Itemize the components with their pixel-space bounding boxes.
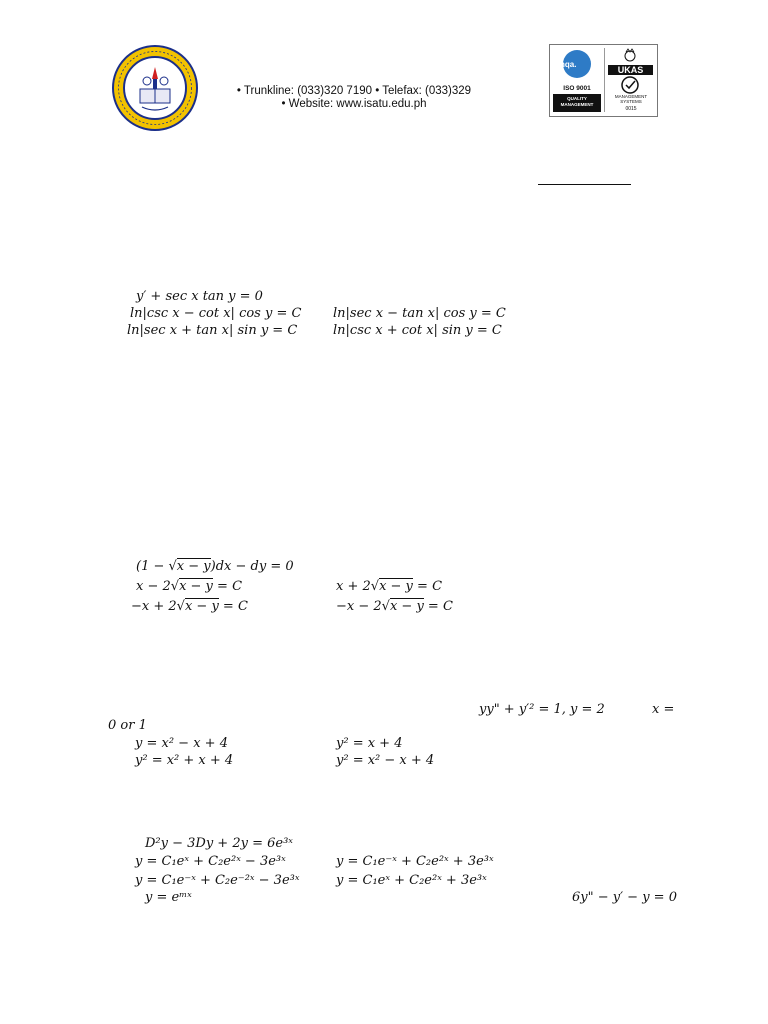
sqrt-symbol-icon: √ bbox=[176, 599, 185, 614]
q3-x-label: x = bbox=[652, 702, 675, 717]
q4-option-d: y = C₁eˣ + C₂e²ˣ + 3e³ˣ bbox=[336, 873, 487, 888]
q1-option-d: ln|csc x + cot x| sin y = C bbox=[333, 323, 502, 338]
q3-x-value: 0 or 1 bbox=[108, 718, 147, 733]
q3-equation: yy" + y′² = 1, y = 2 bbox=[479, 702, 605, 717]
q1-option-b: ln|sec x − tan x| cos y = C bbox=[333, 306, 506, 321]
answer-blank-line bbox=[538, 184, 631, 185]
q1-equation: y′ + sec x tan y = 0 bbox=[136, 289, 263, 304]
sqrt-symbol-icon: √ bbox=[370, 579, 380, 594]
nqa-logo-text: nqa. bbox=[560, 60, 577, 69]
q4-equation: D²y − 3Dy + 2y = 6e³ˣ bbox=[145, 836, 293, 851]
website-line: • Website: www.isatu.edu.ph bbox=[281, 98, 427, 110]
q4-option-b: y = C₁e⁻ˣ + C₂e²ˣ + 3e³ˣ bbox=[336, 854, 494, 869]
iso-label: ISO 9001 bbox=[563, 85, 591, 92]
ukas-code: 0015 bbox=[625, 106, 637, 112]
quality-management-label: QUALITY MANAGEMENT bbox=[560, 96, 594, 107]
q1-option-a: ln|csc x − cot x| cos y = C bbox=[130, 306, 302, 321]
q3-option-c: y² = x² + x + 4 bbox=[135, 753, 234, 768]
q2-option-c: −x + 2√x − y = C bbox=[131, 599, 248, 614]
q2-option-d: −x − 2√x − y = C bbox=[336, 599, 453, 614]
q2-equation: (1 − √x − y)dx − dy = 0 bbox=[136, 559, 294, 574]
university-seal bbox=[112, 45, 198, 131]
q5-equation: 6y" − y′ − y = 0 bbox=[572, 890, 677, 905]
q3-option-b: y² = x + 4 bbox=[336, 736, 403, 751]
q3-option-a: y = x² − x + 4 bbox=[135, 736, 228, 751]
contact-line: • Trunkline: (033)320 7190 • Telefax: (033)329 bbox=[236, 85, 472, 97]
sqrt-symbol-icon: √ bbox=[170, 579, 180, 594]
q2-option-b: x + 2√x − y = C bbox=[336, 579, 443, 594]
q3-option-d: y² = x² − x + 4 bbox=[336, 753, 435, 768]
certification-logos bbox=[549, 44, 658, 117]
q2-option-a: x − 2√x − y = C bbox=[136, 579, 243, 594]
ukas-label: UKAS bbox=[617, 65, 644, 75]
management-systems-label: MANAGEMENT SYSTEMS bbox=[614, 94, 648, 104]
q1-option-c: ln|sec x + tan x| sin y = C bbox=[127, 323, 298, 338]
sqrt-symbol-icon: √ bbox=[168, 559, 177, 574]
q4-option-c: y = C₁e⁻ˣ + C₂e⁻²ˣ − 3e³ˣ bbox=[135, 873, 300, 888]
sqrt-symbol-icon: √ bbox=[381, 599, 390, 614]
q4-option-a: y = C₁eˣ + C₂e²ˣ − 3e³ˣ bbox=[135, 854, 286, 869]
q5-trial-solution: y = eᵐˣ bbox=[145, 890, 192, 905]
